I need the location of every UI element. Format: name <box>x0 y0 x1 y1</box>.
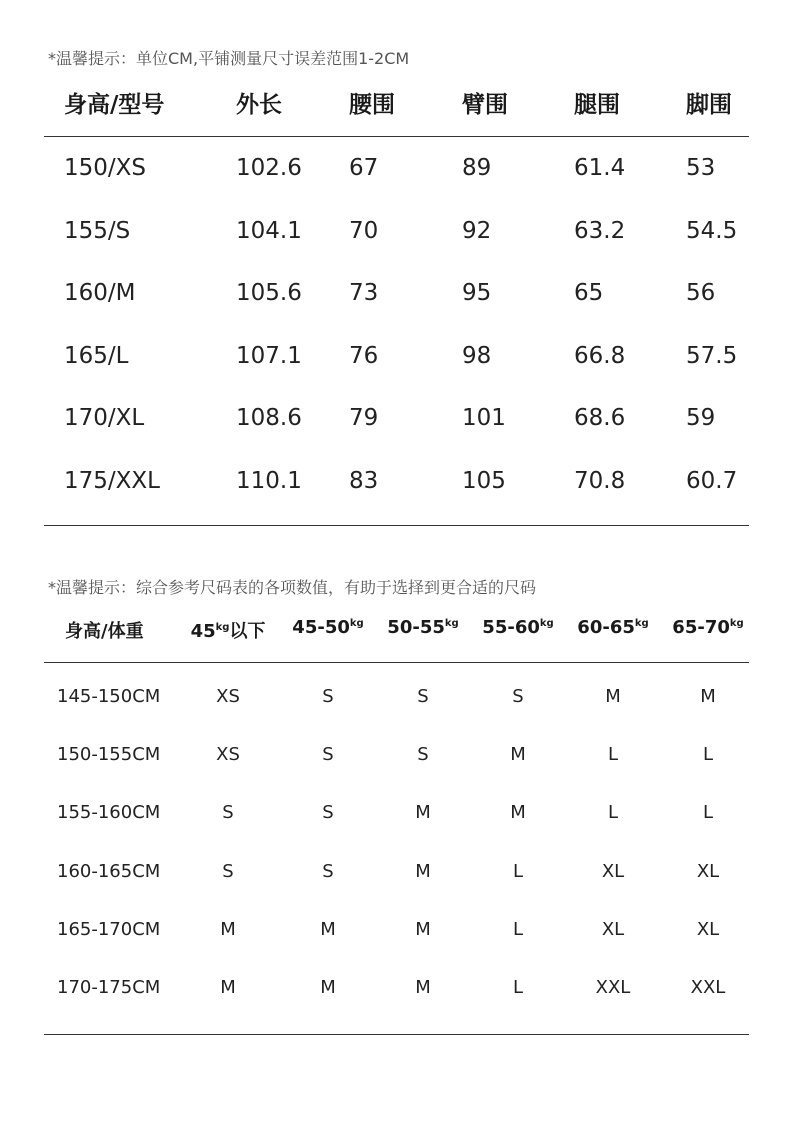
cell-size: M <box>700 686 716 707</box>
cell-height-range: 145-150CM <box>57 686 161 707</box>
cell-size: XL <box>696 861 720 882</box>
cell-outer-length: 105.6 <box>236 280 302 306</box>
table-row <box>0 861 790 891</box>
cell-size: S <box>417 744 429 765</box>
cell-outer-length: 110.1 <box>236 468 302 494</box>
cell-leg: 66.8 <box>574 343 626 369</box>
cell-waist: 67 <box>349 155 379 181</box>
cell-size: S <box>322 861 334 882</box>
cell-outer-length: 104.1 <box>236 218 302 244</box>
col-header-weight-3: $50-55^{kg}$ <box>387 617 459 638</box>
cell-outer-length: 102.6 <box>236 155 302 181</box>
col-header-height-weight: 身高/体重 <box>65 621 144 642</box>
cell-height-range: 155-160CM <box>57 802 161 823</box>
cell-size: M <box>510 744 526 765</box>
cell-size: XL <box>601 919 625 940</box>
cell-leg: 68.6 <box>574 405 626 431</box>
cell-arm: 101 <box>462 405 506 431</box>
cell-height-range: 160-165CM <box>57 861 161 882</box>
cell-size: 175/XXL <box>64 468 160 494</box>
cell-size: M <box>320 977 336 998</box>
cell-size: XL <box>696 919 720 940</box>
table-row <box>0 919 790 949</box>
col-header-weight-1: $45^{kg}$以下 <box>190 621 266 642</box>
table2-bottom-divider <box>44 1034 749 1035</box>
col-header-weight-6: $65-70^{kg}$ <box>672 617 744 638</box>
table2-header-divider <box>44 662 749 663</box>
col-header-arm: 臂围 <box>462 92 508 118</box>
cell-size: L <box>512 861 524 882</box>
cell-size: M <box>320 919 336 940</box>
cell-ankle: 54.5 <box>686 218 738 244</box>
cell-size: M <box>415 802 431 823</box>
col-header-weight-5: $60-65^{kg}$ <box>577 617 649 638</box>
cell-height-range: 170-175CM <box>57 977 161 998</box>
cell-waist: 79 <box>349 405 379 431</box>
cell-size: 160/M <box>64 280 136 306</box>
cell-size: M <box>415 919 431 940</box>
cell-ankle: 59 <box>686 405 716 431</box>
table-row <box>0 468 790 508</box>
table-row <box>0 802 790 832</box>
cell-waist: 73 <box>349 280 379 306</box>
cell-size: M <box>605 686 621 707</box>
cell-outer-length: 107.1 <box>236 343 302 369</box>
table-row <box>0 744 790 774</box>
cell-size: 170/XL <box>64 405 145 431</box>
table-row <box>0 686 790 716</box>
cell-size: M <box>415 977 431 998</box>
size-note-1: *温馨提示：单位CM,平铺测量尺寸误差范围1-2CM <box>48 49 410 68</box>
table-row <box>0 155 790 195</box>
cell-ankle: 57.5 <box>686 343 738 369</box>
cell-height-range: 165-170CM <box>57 919 161 940</box>
cell-ankle: 56 <box>686 280 716 306</box>
cell-size: M <box>220 977 236 998</box>
cell-height-range: 150-155CM <box>57 744 161 765</box>
table-row <box>0 218 790 258</box>
cell-size: L <box>607 744 619 765</box>
col-header-height-model: 身高/型号 <box>64 92 165 118</box>
cell-leg: 63.2 <box>574 218 626 244</box>
table1-header-divider <box>44 136 749 137</box>
cell-waist: 70 <box>349 218 379 244</box>
cell-size: S <box>322 744 334 765</box>
cell-ankle: 60.7 <box>686 468 738 494</box>
cell-size: XL <box>601 861 625 882</box>
size-table-header <box>0 86 790 122</box>
cell-size: S <box>322 686 334 707</box>
cell-waist: 83 <box>349 468 379 494</box>
col-header-weight-4: $55-60^{kg}$ <box>482 617 554 638</box>
col-header-weight-2: $45-50^{kg}$ <box>292 617 364 638</box>
cell-outer-length: 108.6 <box>236 405 302 431</box>
table-row <box>0 280 790 320</box>
cell-arm: 95 <box>462 280 492 306</box>
cell-size: M <box>220 919 236 940</box>
table-row <box>0 343 790 383</box>
cell-leg: 61.4 <box>574 155 626 181</box>
cell-size: XS <box>216 686 240 707</box>
cell-arm: 105 <box>462 468 506 494</box>
cell-leg: 70.8 <box>574 468 626 494</box>
table1-bottom-divider <box>44 525 749 526</box>
weight-table-header <box>0 617 790 647</box>
cell-size: M <box>510 802 526 823</box>
cell-leg: 65 <box>574 280 604 306</box>
table-row <box>0 977 790 1007</box>
cell-size: 155/S <box>64 218 131 244</box>
cell-size: L <box>702 744 714 765</box>
cell-size: XXL <box>690 977 726 998</box>
cell-size: 165/L <box>64 343 129 369</box>
cell-size: S <box>512 686 524 707</box>
cell-arm: 98 <box>462 343 492 369</box>
cell-size: XS <box>216 744 240 765</box>
cell-ankle: 53 <box>686 155 716 181</box>
cell-size: L <box>512 977 524 998</box>
cell-size: S <box>322 802 334 823</box>
table-row <box>0 405 790 445</box>
cell-arm: 89 <box>462 155 492 181</box>
cell-size: S <box>222 802 234 823</box>
col-header-leg: 腿围 <box>574 92 620 118</box>
cell-size: L <box>607 802 619 823</box>
cell-size: S <box>417 686 429 707</box>
col-header-ankle: 脚围 <box>686 92 732 118</box>
cell-size: S <box>222 861 234 882</box>
cell-size: 150/XS <box>64 155 147 181</box>
cell-size: M <box>415 861 431 882</box>
cell-arm: 92 <box>462 218 492 244</box>
size-note-2: *温馨提示：综合参考尺码表的各项数值，有助于选择到更合适的尺码 <box>48 578 537 597</box>
cell-size: L <box>512 919 524 940</box>
cell-waist: 76 <box>349 343 379 369</box>
col-header-waist: 腰围 <box>349 92 395 118</box>
col-header-outer-length: 外长 <box>236 92 282 118</box>
cell-size: L <box>702 802 714 823</box>
cell-size: XXL <box>595 977 631 998</box>
